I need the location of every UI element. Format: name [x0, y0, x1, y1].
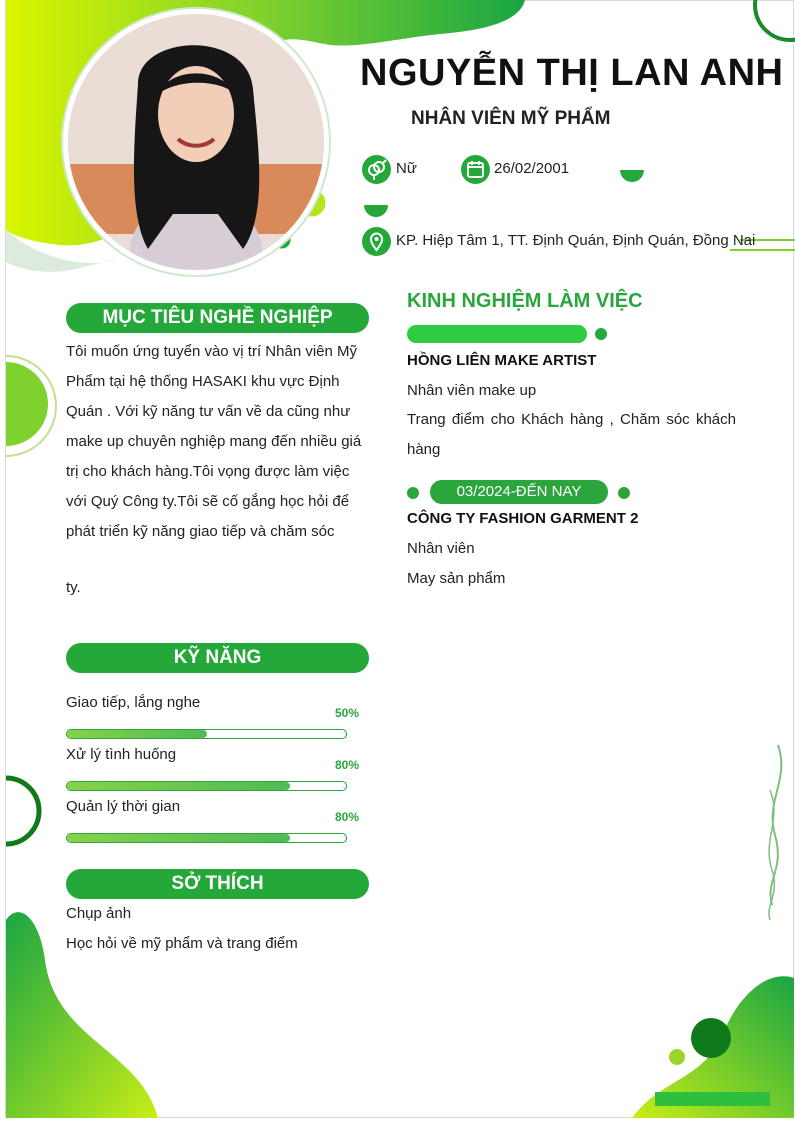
- experience-position: Nhân viên make up: [407, 382, 537, 399]
- hobby-item: Học hỏi về mỹ phẩm và trang điểm: [66, 935, 298, 952]
- objective-heading: MỤC TIÊU NGHỀ NGHIỆP: [66, 303, 369, 333]
- calendar-icon: [461, 155, 490, 184]
- location-pin-icon: [362, 227, 391, 256]
- candidate-name: NGUYỄN THỊ LAN ANH: [360, 52, 784, 94]
- gender-value: Nữ: [396, 160, 417, 177]
- objective-text: Tôi muốn ứng tuyển vào vị trí Nhân viên Mỹ Phẩm tại hệ thống HASAKI khu vực Định Quán . Với kỹ năng tư vấn về da cũng như make up chuyên nghiệp mang đến nhiều giá trị cho khách hàng.Tôi vọng được làm việc với Quý Công ty.Tôi sẽ cố gắng học hỏi để phát triển kỹ năng giao tiếp và chăm sóc: [66, 343, 362, 540]
- skill-bar-fill: [67, 834, 290, 842]
- experience-position: Nhân viên: [407, 540, 475, 557]
- skill-percent: 80%: [335, 758, 360, 772]
- skill-bar: [66, 833, 347, 843]
- experience-company: CÔNG TY FASHION GARMENT 2: [407, 510, 639, 527]
- skill-label: Xử lý tình huống: [66, 746, 177, 763]
- experience-date: 03/2024-ĐẾN NAY: [430, 480, 608, 504]
- skills-heading: KỸ NĂNG: [66, 643, 369, 673]
- avatar: [68, 14, 324, 270]
- address-value: KP. Hiệp Tâm 1, TT. Định Quán, Định Quán, Đồng Nai: [396, 232, 756, 249]
- timeline-dot: [618, 487, 630, 499]
- experience-description: May sản phẩm: [407, 570, 506, 587]
- skill-label: Quản lý thời gian: [66, 798, 181, 815]
- skill-bar: [66, 729, 347, 739]
- objective-text-tail: ty.: [66, 579, 81, 596]
- experience-heading: KINH NGHIỆM LÀM VIỆC: [407, 290, 643, 312]
- skill-bar-fill: [67, 730, 207, 738]
- skill-percent: 80%: [335, 810, 360, 824]
- hobby-item: Chụp ảnh: [66, 905, 132, 922]
- job-title: NHÂN VIÊN MỸ PHẨM: [411, 108, 611, 129]
- birthdate-value: 26/02/2001: [494, 160, 570, 177]
- timeline-dot: [407, 487, 419, 499]
- experience-description: Trang điểm cho Khách hàng , Chăm sóc khách hàng: [407, 411, 736, 458]
- gender-icon: [362, 155, 391, 184]
- skill-percent: 50%: [335, 706, 360, 720]
- hobbies-heading: SỞ THÍCH: [66, 869, 369, 899]
- skill-bar-fill: [67, 782, 290, 790]
- skill-bar: [66, 781, 347, 791]
- skill-label: Giao tiếp, lắng nghe: [66, 694, 201, 711]
- experience-company: HỒNG LIÊN MAKE ARTIST: [407, 352, 597, 369]
